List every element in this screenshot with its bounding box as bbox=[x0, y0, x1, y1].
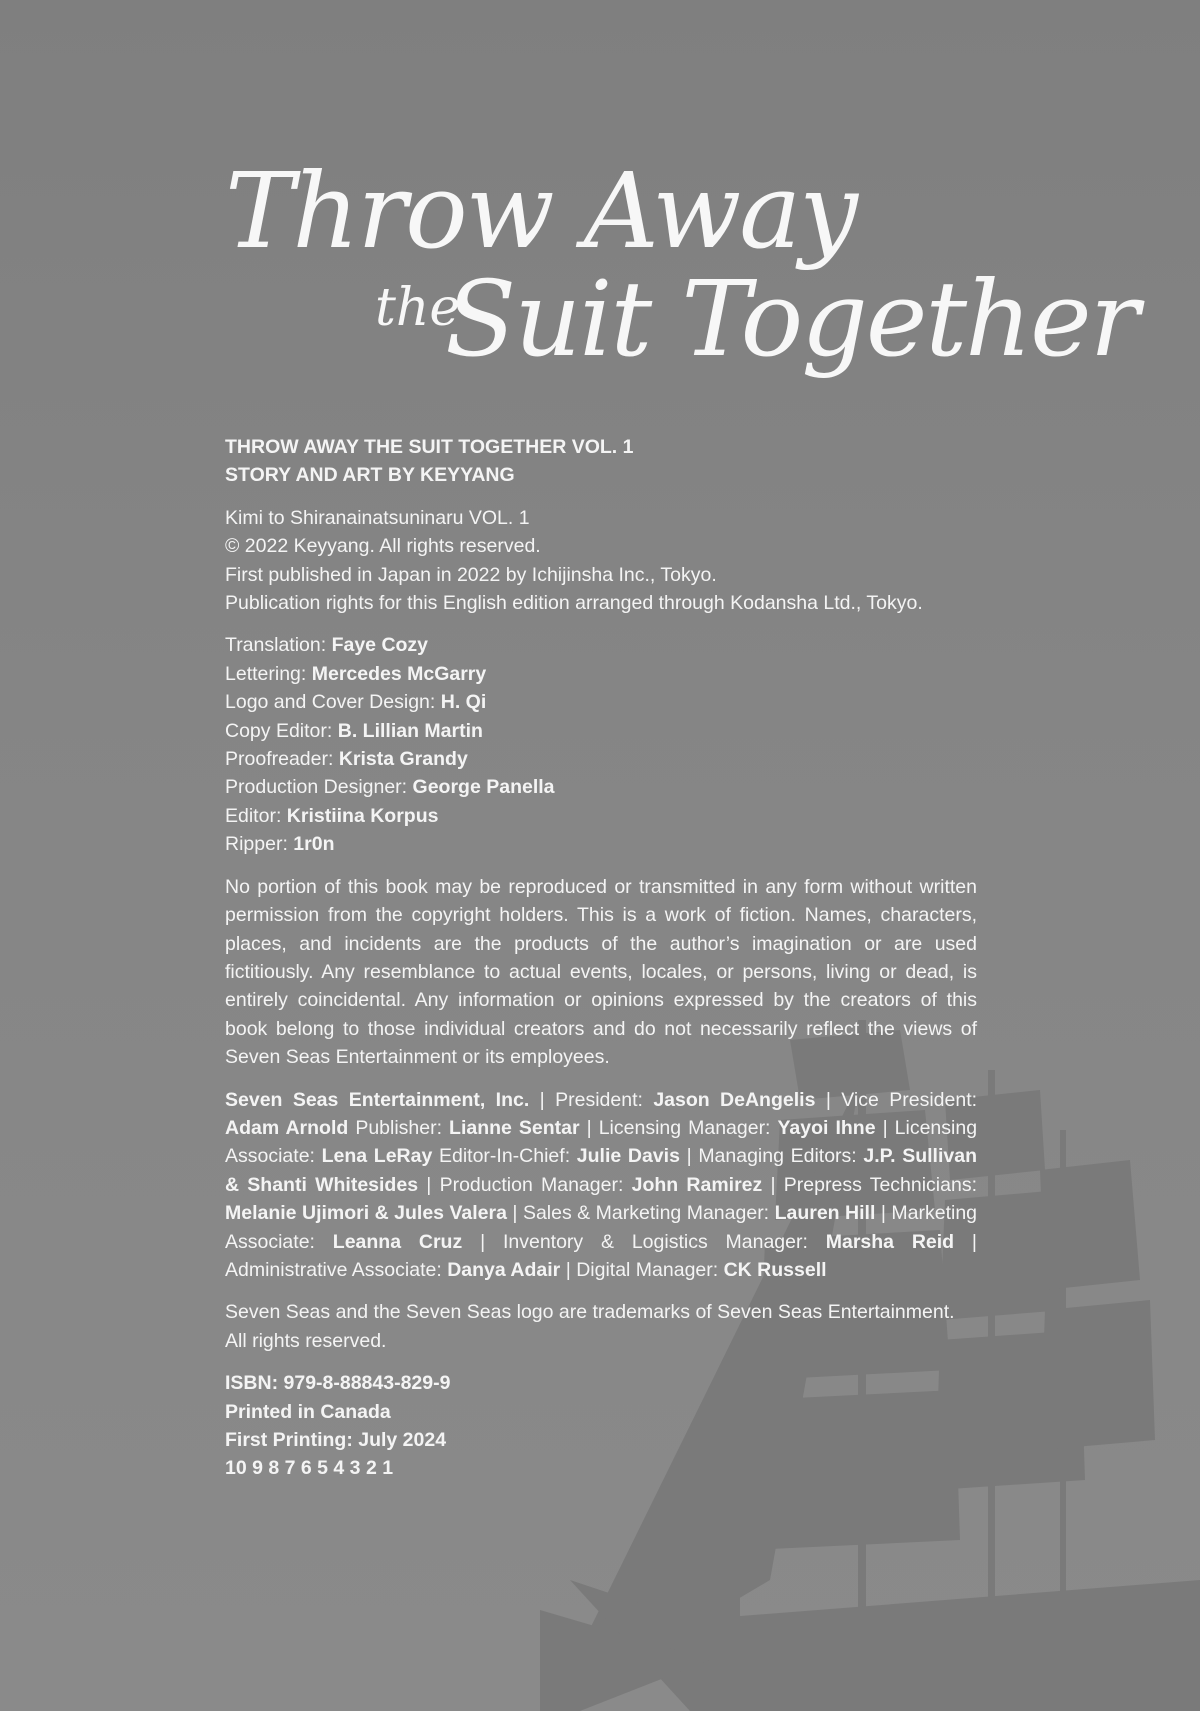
credit-logo-cover: Logo and Cover Design: H. Qi bbox=[225, 691, 487, 714]
printing-info bbox=[225, 1369, 977, 1483]
copyright-line: © 2022 Keyyang. All rights reserved. bbox=[225, 535, 541, 558]
company-credits: Seven Seas Entertainment, Inc. | President: Jason DeAngelis | Vice President: Adam Arnold Publisher: Lianne Sentar | Licensing Manager: Yayoi Ihne | Licensing Associate: Lena LeRay Editor-In-Chief: Julie Davis | Managing Editors: J.P. Sullivan & Shanti Whitesides | Production Manager: John Ramirez | Prepress Technicians: Melanie Ujimori & Jules Valera | Sales & Marketing Manager: Lauren Hill | Marketing Associate: Leanna Cruz | Inventory & Logistics Manager: Marsha Reid | Administrative Associate: Danya Adair | Digital Manager: CK Russell bbox=[225, 1088, 978, 1281]
trademark-notice bbox=[225, 1298, 977, 1355]
book-title: THROW AWAY THE SUIT TOGETHER VOL. 1 bbox=[225, 436, 634, 458]
staff-credits bbox=[225, 631, 977, 858]
logo-line-1: Throw Away bbox=[225, 150, 856, 272]
credit-lettering: Lettering: Mercedes McGarry bbox=[225, 662, 487, 685]
first-printing: First Printing: July 2024 bbox=[225, 1429, 447, 1451]
first-published-line: First published in Japan in 2022 by Ichijinsha Inc., Tokyo. bbox=[225, 563, 717, 586]
original-title: Kimi to Shiranainatsuninaru VOL. 1 bbox=[225, 506, 530, 529]
byline: STORY AND ART BY KEYYANG bbox=[225, 464, 515, 487]
rights-reserved-line: All rights reserved. bbox=[225, 1329, 387, 1352]
isbn: ISBN: 979-8-88843-829-9 bbox=[225, 1372, 451, 1395]
credit-editor: Editor: Kristiina Korpus bbox=[225, 804, 439, 827]
credit-production-designer: Production Designer: George Panella bbox=[225, 776, 555, 799]
credit-copy-editor: Copy Editor: B. Lillian Martin bbox=[225, 719, 483, 742]
printing-number-line: 10 9 8 7 6 5 4 3 2 1 bbox=[225, 1457, 394, 1480]
credit-proofreader: Proofreader: Krista Grandy bbox=[225, 748, 468, 771]
copyright-content bbox=[225, 433, 977, 1497]
publication-rights-line: Publication rights for this English edition arranged through Kodansha Ltd., Tokyo. bbox=[225, 592, 923, 615]
credit-ripper: Ripper: 1r0n bbox=[225, 833, 335, 856]
trademark-line: Seven Seas and the Seven Seas logo are trademarks of Seven Seas Entertainment. bbox=[225, 1301, 955, 1324]
series-logo bbox=[215, 150, 1138, 410]
logo-line-2-small: the bbox=[375, 278, 461, 338]
printed-in: Printed in Canada bbox=[225, 1400, 391, 1423]
legal-notice: No portion of this book may be reproduced or transmitted in any form without written permission from the copyright holders. This is a work of fiction. Names, characters, places, and incidents are the products of the author’s imagination or are used fictitiously. Any resemblance to actual events, locales, or persons, living or dead, is entirely coincidental. Any information or opinions expressed by the creators of this book belong to those individual creators and do not necessarily reflect the views of Seven Seas Entertainment or its employees. bbox=[225, 875, 977, 1069]
original-publication bbox=[225, 504, 977, 618]
title-block bbox=[225, 433, 977, 490]
credit-translation: Translation: Faye Cozy bbox=[225, 634, 429, 657]
logo-line-2-large: Suit Together bbox=[445, 258, 1138, 380]
